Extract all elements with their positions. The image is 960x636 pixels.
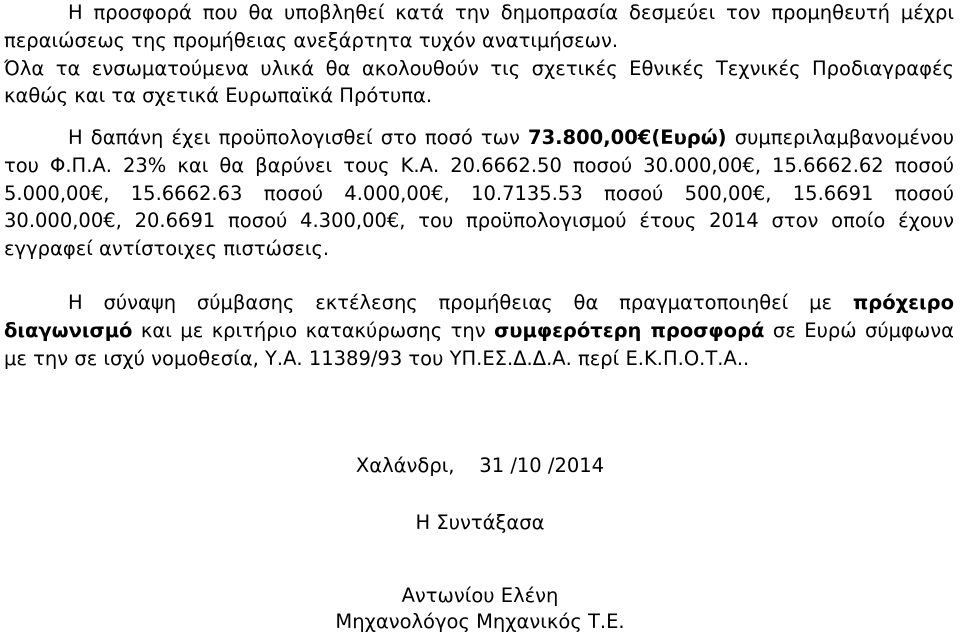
paragraph-budget	[4, 124, 954, 263]
procurement-text-2: και με κριτήριο κατακύρωσης την	[132, 318, 495, 342]
paragraph-offer-terms	[4, 0, 954, 110]
signatory-name: Αντωνίου Ελένη	[401, 584, 559, 607]
signatory-title: Μηχανολόγος Μηχανικός Τ.Ε.	[335, 610, 625, 633]
procurement-text-3: σε Ευρώ σύμφωνα με την σε ισχύ νομοθεσία, Υ.Α. 11389/93 του ΥΠ.ΕΣ.Δ.Δ.Α. περί Ε.Κ.Π.Ο.Τ.Α..	[4, 318, 954, 370]
place-date: Χαλάνδρι, 31 /10 /2014	[355, 454, 605, 477]
budget-text-details: συμπεριλαμβανομένου του Φ.Π.Α. 23% και θα βαρύνει τους Κ.Α. 20.6662.50 ποσού 30.000,00€, 15.6662.62 ποσού 5.000,00€, 15.6662.63 ποσού 4.000,00€, 10.7135.53 ποσού 500,00€, 15.6691 ποσού 30.000,00€, 20.6691 ποσού 4.300,00€, του προϋπολογισμού έτους 2014 στον οποίο έχουν εγγραφεί αντίστοιχες πιστώσεις.	[4, 126, 954, 261]
award-criterion-bold: συμφερότερη προσφορά	[494, 318, 765, 342]
procurement-text-1: Η σύναψη σύμβασης εκτέλεσης προμήθειας θα πραγματοποιηθεί με	[68, 291, 853, 314]
materials-standards-text: Όλα τα ενσωματούμενα υλικά θα ακολουθούν τις σχετικές Εθνικές Τεχνικές Προδιαγραφές καθώς και τα σχετικά Ευρωπαϊκά Πρότυπα.	[4, 56, 954, 108]
offer-binding-text: Η προσφορά που θα υποβληθεί κατά την δημοπρασία δεσμεύει τον προμηθευτή μέχρι περαιώσεως της προμήθειας ανεξάρτητα τυχόν ανατιμήσεων.	[4, 1, 954, 52]
signatory-role: Η Συντάξασα	[415, 511, 545, 534]
budget-text-intro: Η δαπάνη έχει προϋπολογισθεί στο ποσό των	[68, 126, 528, 149]
procurement-type-bold: πρόχειρο διαγωνισμό	[4, 291, 954, 342]
paragraph-procurement-method	[4, 289, 954, 372]
budget-amount: 73.800,00€(Ευρώ)	[528, 126, 727, 149]
